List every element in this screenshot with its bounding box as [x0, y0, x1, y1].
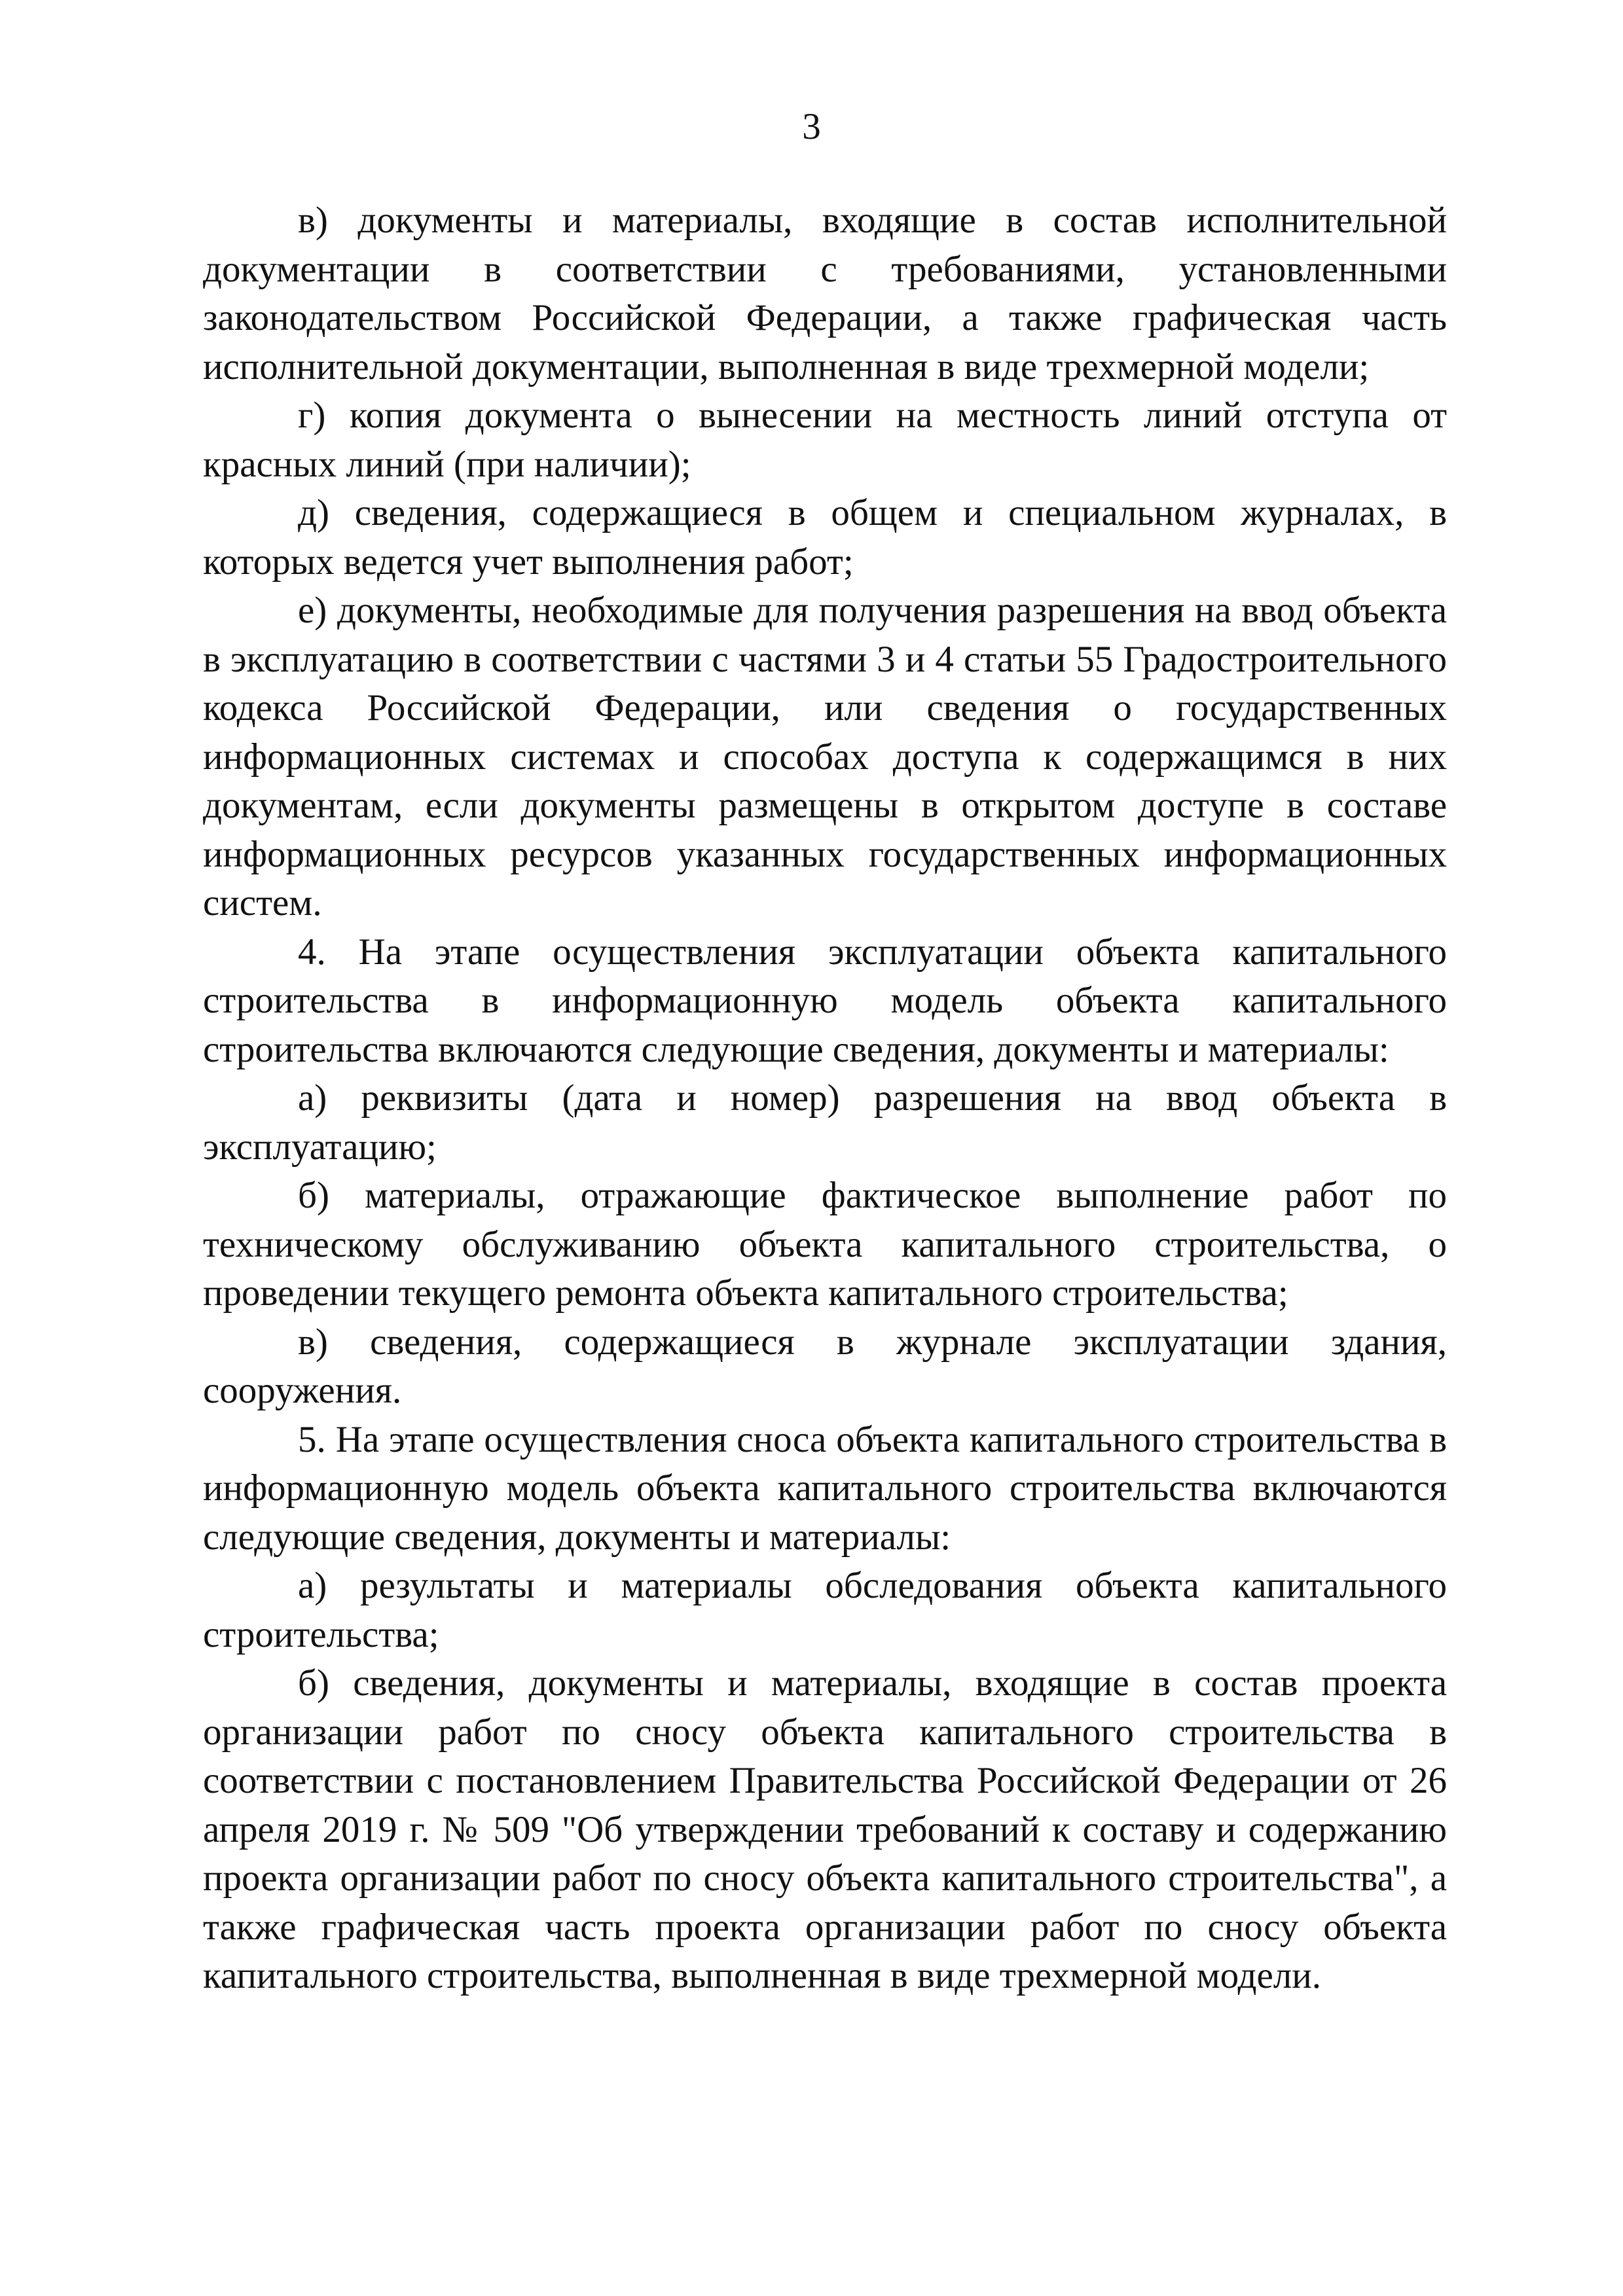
paragraph-label: е) — [298, 590, 327, 631]
paragraph-text: На этапе осуществления сноса объекта капитального строительства в информационную модель объекта капитального строительства включаются следующие сведения, документы и материалы: — [203, 1418, 1448, 1558]
paragraph-text: сведения, содержащиеся в журнале эксплуатации здания, сооружения. — [203, 1321, 1447, 1411]
page-number: 3 — [802, 106, 821, 147]
paragraph-text: сведения, документы и материалы, входящие в состав проекта организации работ по сносу объекта капитального строительства в соответствии с постановлением Правительства Российской Федерации от 26 апреля 2019 г. № 509 "Об утверждении требований к составу и содержанию проекта организации работ по сносу объекта капитального строительства", а также графическая часть проекта организации работ по сносу объекта капитального строительства, выполненная в виде трехмерной модели. — [203, 1662, 1447, 1996]
paragraph-text: документы и материалы, входящие в состав исполнительной документации в соответствии с требованиями, установленными законодательством Российской Федерации, а также графическая часть исполнительной документации, выполненная в виде трехмерной модели; — [203, 200, 1448, 387]
paragraph-v — [203, 196, 1447, 391]
paragraph-text: документы, необходимые для получения разрешения на ввод объекта в эксплуатацию в соответствии с частями 3 и 4 статьи 55 Градостроительного кодекса Российской Федерации, или сведения о государственных информационных системах и способах доступа к содержащимся в них документам, если документы размещены в открытом доступе в составе информационных ресурсов указанных государственных информационных систем. — [203, 590, 1447, 924]
paragraph-label: в) — [298, 1321, 328, 1363]
paragraph-label: в) — [298, 200, 328, 241]
paragraph-d — [203, 489, 1447, 586]
paragraph-text: результаты и материалы обследования объекта капитального строительства; — [203, 1565, 1448, 1655]
paragraph-label: г) — [298, 395, 326, 436]
paragraph-5a — [203, 1562, 1447, 1659]
paragraph-label: 5. — [298, 1418, 326, 1460]
paragraph-e — [203, 586, 1447, 928]
paragraph-label: а) — [298, 1565, 327, 1606]
paragraph-5b — [203, 1659, 1447, 2001]
paragraph-text: сведения, содержащиеся в общем и специальном журналах, в которых ведется учет выполнения работ; — [203, 492, 1448, 583]
paragraph-label: 4. — [298, 931, 326, 973]
paragraph-4v — [203, 1318, 1447, 1416]
paragraph-text: копия документа о вынесении на местность линий отступа от красных линий (при наличии); — [203, 395, 1447, 485]
paragraph-4b — [203, 1172, 1447, 1318]
document-body — [203, 196, 1447, 2001]
paragraph-label: б) — [298, 1175, 329, 1216]
paragraph-4a — [203, 1074, 1447, 1172]
paragraph-label: а) — [298, 1077, 327, 1119]
paragraph-5 — [203, 1416, 1447, 1562]
paragraph-4 — [203, 928, 1447, 1075]
paragraph-label: б) — [298, 1662, 329, 1704]
paragraph-g — [203, 391, 1447, 489]
paragraph-text: реквизиты (дата и номер) разрешения на ввод объекта в эксплуатацию; — [203, 1077, 1447, 1168]
paragraph-label: д) — [298, 492, 329, 533]
paragraph-text: материалы, отражающие фактическое выполнение работ по техническому обслуживанию объекта капитального строительства, о проведении текущего ремонта объекта капитального строительства; — [203, 1175, 1448, 1314]
paragraph-text: На этапе осуществления эксплуатации объекта капитального строительства в информационную модель объекта капитального строительства включаются следующие сведения, документы и материалы: — [203, 931, 1448, 1070]
